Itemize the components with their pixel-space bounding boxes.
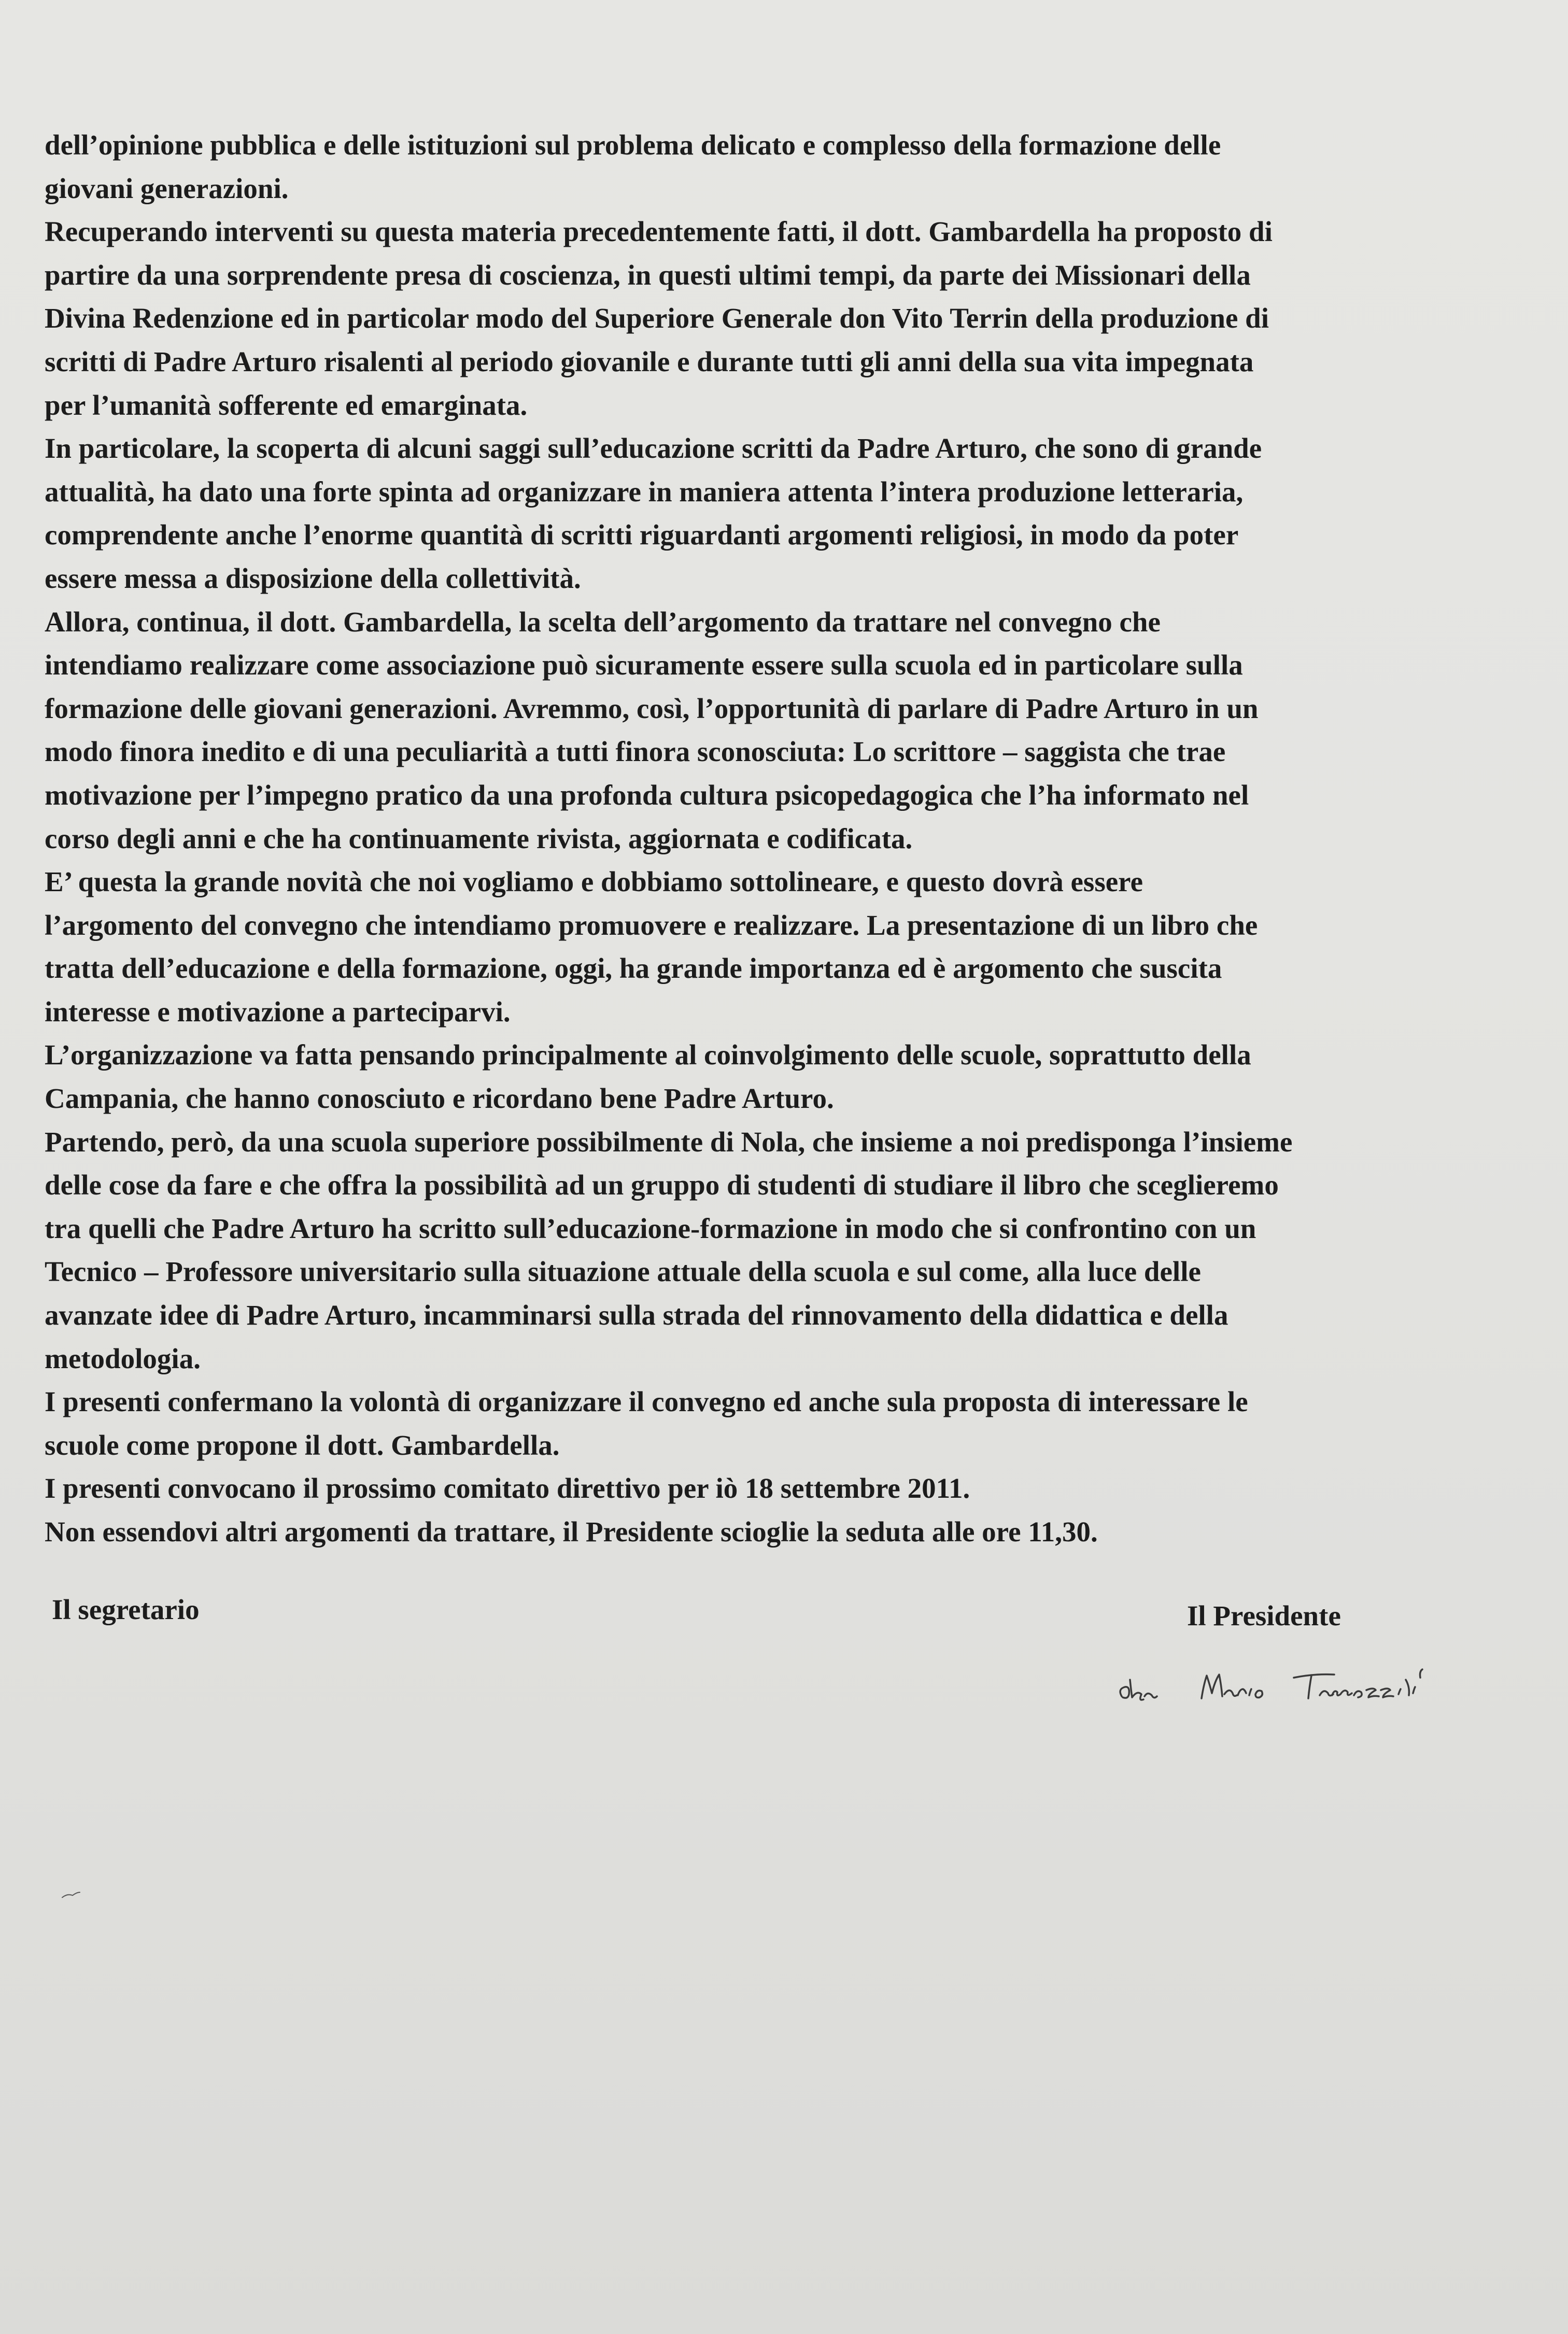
text-line: Non essendovi altri argomenti da trattare, il Presidente scioglie la seduta alle ore 11,30. <box>45 1516 1098 1548</box>
text-line: In particolare, la scoperta di alcuni saggi sull’educazione scritti da Padre Arturo, che sono di grande <box>45 432 1262 465</box>
text-line: per l’umanità sofferente ed emarginata. <box>45 389 528 421</box>
text-line: motivazione per l’impegno pratico da una profonda cultura psicopedagogica che l’ha informato nel <box>45 779 1249 811</box>
text-line: tra quelli che Padre Arturo ha scritto sull’educazione-formazione in modo che si confrontino con un <box>45 1212 1256 1244</box>
text-line: Partendo, però, da una scuola superiore possibilmente di Nola, che insieme a noi predisponga l’insieme <box>45 1126 1293 1158</box>
secretary-label: Il segretario <box>52 1594 200 1625</box>
text-line: L’organizzazione va fatta pensando principalmente al coinvolgimento delle scuole, soprattutto della <box>45 1039 1251 1071</box>
text-line: scritti di Padre Arturo risalenti al periodo giovanile e durante tutti gli anni della sua vita impegnata <box>45 345 1254 377</box>
text-line: Tecnico – Professore universitario sulla situazione attuale della scuola e sul come, alla luce delle <box>45 1256 1201 1288</box>
text-line: comprendente anche l’enorme quantità di scritti riguardanti argomenti religiosi, in modo da poter <box>45 519 1239 551</box>
text-line: metodologia. <box>45 1342 201 1374</box>
minutes-body-text <box>45 123 1454 1554</box>
text-line: intendiamo realizzare come associazione può sicuramente essere sulla scuola ed in particolare sulla <box>45 649 1243 681</box>
text-line: I presenti convocano il prossimo comitato direttivo per iò 18 settembre 2011. <box>45 1472 970 1505</box>
text-line: essere messa a disposizione della collettività. <box>45 562 581 594</box>
text-line: giovani generazioni. <box>45 172 289 204</box>
president-label: Il Presidente <box>1187 1600 1341 1632</box>
text-line: scuole come propone il dott. Gambardella. <box>45 1429 560 1461</box>
text-line: E’ questa la grande novità che noi vogliamo e dobbiamo sottolineare, e questo dovrà essere <box>45 866 1143 898</box>
text-line: modo finora inedito e di una peculiarità a tutti finora sconosciuta: Lo scrittore – saggista che trae <box>45 736 1226 768</box>
text-line: I presenti confermano la volontà di organizzare il convegno ed anche sula proposta di interessare le <box>45 1386 1248 1418</box>
text-line: formazione delle giovani generazioni. Avremmo, così, l’opportunità di parlare di Padre Arturo in un <box>45 692 1259 724</box>
text-line: partire da una sorprendente presa di coscienza, in questi ultimi tempi, da parte dei Missionari della <box>45 259 1251 291</box>
text-line: Allora, continua, il dott. Gambardella, la scelta dell’argomento da trattare nel convegno che <box>45 606 1161 638</box>
handwritten-signature <box>1114 1649 1529 1716</box>
text-line: l’argomento del convegno che intendiamo promuovere e realizzare. La presentazione di un libro che <box>45 909 1258 941</box>
ink-mark <box>61 1891 82 1899</box>
text-line: Campania, che hanno conosciuto e ricordano bene Padre Arturo. <box>45 1082 834 1115</box>
text-line: attualità, ha dato una forte spinta ad organizzare in maniera attenta l’intera produzione letteraria, <box>45 475 1244 508</box>
text-line: Divina Redenzione ed in particolar modo del Superiore Generale don Vito Terrin della produzione di <box>45 302 1269 334</box>
text-line: avanzate idee di Padre Arturo, incamminarsi sulla strada del rinnovamento della didattica e della <box>45 1299 1228 1331</box>
text-line: corso degli anni e che ha continuamente rivista, aggiornata e codificata. <box>45 822 913 854</box>
text-line: dell’opinione pubblica e delle istituzioni sul problema delicato e complesso della formazione delle <box>45 129 1221 161</box>
text-line: tratta dell’educazione e della formazione, oggi, ha grande importanza ed è argomento che suscita <box>45 952 1222 985</box>
text-line: interesse e motivazione a parteciparvi. <box>45 995 511 1028</box>
text-line: delle cose da fare e che offra la possibilità ad un gruppo di studenti di studiare il libro che sceglieremo <box>45 1169 1279 1201</box>
text-line: Recuperando interventi su questa materia precedentemente fatti, il dott. Gambardella ha proposto di <box>45 216 1273 248</box>
